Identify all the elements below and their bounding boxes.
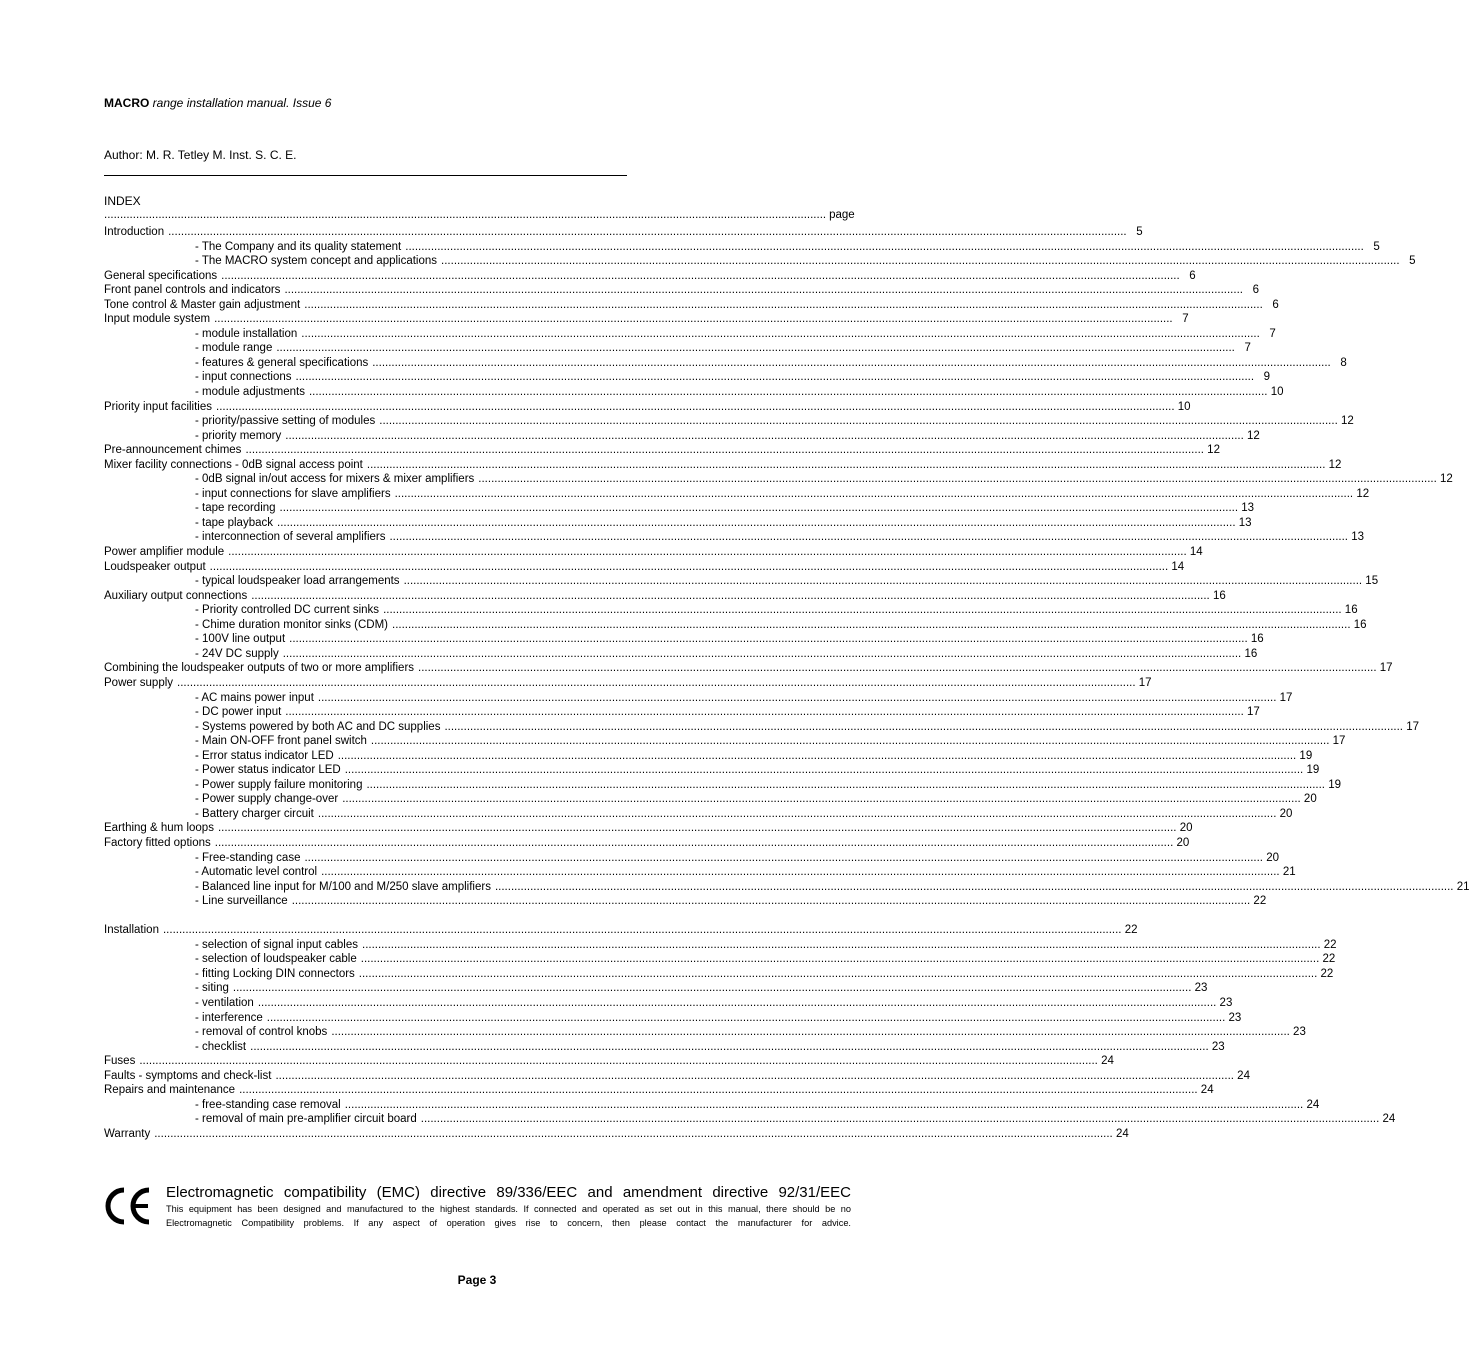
toc-entry-title: Priority input facilities xyxy=(104,400,213,413)
toc-entry xyxy=(104,996,1233,1011)
toc-entry-title: Input module system xyxy=(104,313,211,326)
toc-entry-title: - features & general specifications xyxy=(195,356,369,369)
leader-dots: ............................................................................................................................................................................................................................................................................................................ xyxy=(228,546,1187,559)
toc-entry xyxy=(104,1040,1225,1055)
toc-entry xyxy=(104,1112,1396,1127)
toc-entry-page: 5 xyxy=(1409,255,1416,268)
toc-entry xyxy=(104,1069,1250,1084)
leader-dots: ............................................................................................................................................................................................................................................................................................................ xyxy=(217,822,1177,835)
toc-entry xyxy=(104,312,1189,327)
leader-dots: ............................................................................................................................................................................................................................................................................................................ xyxy=(301,327,1260,340)
index-title: INDEX xyxy=(104,194,141,208)
toc-entry-title: - DC power input xyxy=(195,706,282,719)
toc-entry-page: 20 xyxy=(1279,807,1293,820)
leader-dots: ............................................................................................................................................................................................................................................................................................................ xyxy=(362,938,1321,951)
toc-entry xyxy=(104,589,1226,604)
brand-name: MACRO xyxy=(104,96,150,110)
toc-entry-title: Auxiliary output connections xyxy=(104,589,248,602)
toc-entry-page: 7 xyxy=(1269,327,1276,340)
toc-entry-page: 12 xyxy=(1328,458,1342,471)
leader-dots: ............................................................................................................................................................................................................................................................................................................ xyxy=(392,618,1351,631)
toc-entry-title: - interference xyxy=(195,1011,263,1024)
leader-dots: ............................................................................................................................................................................................................................................................................................................ xyxy=(403,575,1363,588)
toc-entry xyxy=(104,225,1143,240)
leader-dots: ............................................................................................................................................................................................................................................................................................................ xyxy=(366,458,1326,471)
toc-entry-page: 12 xyxy=(1356,487,1370,500)
toc-entry-page: 19 xyxy=(1306,764,1320,777)
toc-entry xyxy=(104,356,1347,371)
toc-entry-page: 17 xyxy=(1247,706,1260,719)
toc-entry xyxy=(104,385,1284,400)
leader-dots: ............................................................................................................................................................................................................................................................................................................ xyxy=(285,706,1244,719)
toc-entry-title: Combining the loudspeaker outputs of two or more amplifiers xyxy=(104,662,415,675)
emc-notice xyxy=(166,1183,851,1230)
toc-entry xyxy=(104,254,1416,269)
toc-entry xyxy=(104,472,1453,487)
toc-entry-page: 24 xyxy=(1306,1098,1320,1111)
leader-dots: ............................................................................................................................................................................................................................................................................................................ xyxy=(308,386,1268,399)
toc-entry-page: 22 xyxy=(1253,895,1267,908)
leader-dots: ............................................................................................................................................................................................................................................................................................................ xyxy=(344,1098,1304,1111)
toc-entry-page: 16 xyxy=(1353,618,1367,631)
toc-entry-title: - input connections xyxy=(195,371,292,384)
toc-entry xyxy=(104,429,1260,444)
header-text: range installation manual. Issue 6 xyxy=(149,96,332,110)
toc-entry-title: - The MACRO system concept and applications xyxy=(195,255,438,268)
toc-entry-page: 6 xyxy=(1189,269,1196,282)
emc-text-line: This equipment has been designed and manufactured to the highest standards. If connected and operated as set out in this manual, there should be no xyxy=(166,1204,851,1214)
toc-entry-title: Factory fitted options xyxy=(104,836,211,849)
toc-entry xyxy=(104,560,1185,575)
toc-entry xyxy=(104,880,1470,895)
toc-entry-page: 16 xyxy=(1212,589,1226,602)
leader-dots: ............................................................................................................................................................................................................................................................................................................ xyxy=(216,400,1175,413)
document-header xyxy=(104,96,331,110)
leader-dots: ............................................................................................................................................................................................................................................................................................................ xyxy=(214,313,1173,326)
toc-entry-page: 12 xyxy=(1340,415,1354,428)
toc-entry xyxy=(104,240,1380,255)
toc-entry-title: Repairs and maintenance xyxy=(104,1084,236,1097)
toc-entry-page: 20 xyxy=(1179,822,1193,835)
toc-entry-page: 5 xyxy=(1136,226,1143,238)
toc-entry xyxy=(104,661,1393,676)
toc-entry-title: - Power status indicator LED xyxy=(195,764,341,777)
toc-entry xyxy=(104,370,1271,385)
toc-entry xyxy=(104,603,1358,618)
leader-dots: ............................................................................................................................................................................................................................................................................................................ xyxy=(366,778,1325,791)
toc-entry xyxy=(104,530,1365,545)
toc-entry-page: 17 xyxy=(1406,720,1419,733)
toc-entry-page: 24 xyxy=(1200,1084,1214,1097)
toc-entry-title: Mixer facility connections - 0dB signal access point xyxy=(104,458,363,471)
toc-entry-title: Pre-announcement chimes xyxy=(104,444,242,457)
toc-entry-page: 17 xyxy=(1138,676,1152,689)
toc-entry-title: Loudspeaker output xyxy=(104,560,206,573)
toc-entry-title: - input connections for slave amplifiers xyxy=(195,487,391,500)
toc-entry-page: 8 xyxy=(1340,356,1347,369)
leader-dots: ............................................................................................................................................................................................................................................................................................................ xyxy=(441,255,1400,268)
leader-dots: ............................................................................................................................................................................................................................................................................................................ xyxy=(317,691,1277,704)
toc-entry-title: - 0dB signal in/out access for mixers & mixer amplifiers xyxy=(195,473,475,486)
toc-entry xyxy=(104,298,1279,313)
leader-dots: ............................................................................................................................................................................................................................................................................................................ xyxy=(321,866,1280,879)
leader-dots: ............................................................................................................................................................................................................................................................................................................ xyxy=(418,662,1377,675)
toc-entry xyxy=(104,443,1220,458)
toc-entry-page: 12 xyxy=(1440,473,1453,486)
leader-dots: ............................................................................................................................................................................................................................................................................................................ xyxy=(214,836,1174,849)
toc-entry-title: - Line surveillance xyxy=(195,895,288,908)
toc-entry-page: 12 xyxy=(1207,444,1220,457)
leader-dots: ............................................................................................................................................................................................................................................................................................................ xyxy=(337,749,1297,762)
leader-dots: ............................................................................................................................................................................................................................................................................................................ xyxy=(277,516,1236,529)
toc-entry xyxy=(104,952,1336,967)
toc-entry-page: 5 xyxy=(1373,240,1380,253)
toc-entry-title: - free-standing case removal xyxy=(195,1098,341,1111)
toc-entry xyxy=(104,458,1342,473)
toc-entry-title: - module range xyxy=(195,342,273,355)
toc-entry xyxy=(104,763,1320,778)
emc-title: Electromagnetic compatibility (EMC) directive 89/336/EEC and amendment directive 92/31/EEC xyxy=(166,1184,851,1201)
toc-entry-title: Faults - symptoms and check-list xyxy=(104,1069,272,1082)
toc-entry-title: - module installation xyxy=(195,327,298,340)
leader-dots: ............................................................................................................................................................................................................................................................................................................ xyxy=(139,1055,1098,1068)
toc-entry xyxy=(104,981,1208,996)
leader-dots: ............................................................................................................................................................................................................................................................................................................ xyxy=(284,284,1243,297)
toc-entry xyxy=(104,516,1252,531)
toc-entry xyxy=(104,734,1346,749)
toc-entry-title: - tape recording xyxy=(195,502,276,515)
leader-dots: ............................................................................................................................................................................................................................................................................................................ xyxy=(372,356,1331,369)
leader-dots: ............................................................................................................................................................................................................................................................................................................ xyxy=(266,1011,1226,1024)
toc-entry xyxy=(104,923,1138,938)
toc-entry-page: 14 xyxy=(1171,560,1185,573)
leader-dots: ............................................................................................................................................................................................................................................................................................................ xyxy=(317,807,1277,820)
toc-entry xyxy=(104,647,1258,662)
toc-entry xyxy=(104,400,1191,415)
toc-entry-page: 22 xyxy=(1124,924,1138,937)
toc-entry-page: 21 xyxy=(1456,880,1470,893)
toc-entry-title: - priority/passive setting of modules xyxy=(195,415,376,428)
toc-entry-title: - Free-standing case xyxy=(195,851,301,864)
toc-entry-title: - Automatic level control xyxy=(195,866,318,879)
toc-entry-page: 6 xyxy=(1252,284,1259,297)
toc-entry xyxy=(104,1098,1320,1113)
toc-entry xyxy=(104,269,1196,284)
toc-entry-title: Front panel controls and indicators xyxy=(104,284,281,297)
toc-entry xyxy=(104,1083,1214,1098)
toc-entry xyxy=(104,865,1296,880)
leader-dots: ............................................................................................................................................................................................................................................................................................................ xyxy=(291,895,1251,908)
toc-entry-page: 23 xyxy=(1228,1011,1242,1024)
page-column-header xyxy=(104,209,855,221)
toc-entry-title: - Power supply change-over xyxy=(195,793,339,806)
toc-entry-title: Introduction xyxy=(104,226,165,238)
toc-entry xyxy=(104,487,1370,502)
leader-dots: ............................................................................................................................................................................................................................................................................................................ xyxy=(276,342,1235,355)
toc-entry xyxy=(104,283,1259,298)
toc-entry-title: - ventilation xyxy=(195,996,254,1009)
page-number: Page 3 xyxy=(457,1273,497,1287)
toc-entry-page: 24 xyxy=(1237,1069,1250,1082)
toc-entry-title: Fuses xyxy=(104,1055,136,1068)
toc-entry-page: 21 xyxy=(1282,866,1296,879)
toc-entry-page: 20 xyxy=(1266,851,1279,864)
toc-entry xyxy=(104,501,1255,516)
leader-dots: ............................................................................................................................................................................................................................................................................................................ xyxy=(331,1026,1290,1039)
toc-entry xyxy=(104,720,1419,735)
toc-entry-page: 10 xyxy=(1270,386,1284,399)
toc-entry-page: 7 xyxy=(1244,342,1251,355)
toc-entry xyxy=(104,821,1193,836)
toc-entry xyxy=(104,341,1251,356)
leader-dots: ............................................................................................................................................................................................................................................................................................................ xyxy=(232,982,1192,995)
toc-entry-page: 16 xyxy=(1250,633,1264,646)
leader-dots: ............................................................................................................................................................................................................................................................................................................ xyxy=(478,473,1437,486)
toc-entry xyxy=(104,705,1260,720)
leader-dots: ............................................................................................................................................................................................................................................................................................................ xyxy=(275,1069,1234,1082)
toc-entry-page: 17 xyxy=(1379,662,1393,675)
leader-dots: ............................................................................................................................................................................................................................................................................................................ xyxy=(379,415,1338,428)
leader-dots: ............................................................................................................................................................................................................................................................................................................ xyxy=(257,996,1217,1009)
leader-dots: ............................................................................................................................................................................................................................................................................................................ xyxy=(245,444,1204,457)
leader-dots: ............................................................................................................................................................................................................................................................................................................ xyxy=(295,371,1255,384)
leader-dots: ............................................................................................................................................................................................................................................................................................................ xyxy=(289,633,1248,646)
leader-dots: ............................................................................................................................................................................................................................................................................................................ xyxy=(383,604,1342,617)
toc-entry-page: 15 xyxy=(1365,575,1379,588)
leader-dots: ............................................................................................................................................................................................................................................................................................................ xyxy=(394,487,1354,500)
toc-entry xyxy=(104,938,1337,953)
leader-dots: ............................................................................................................................................................................................................................................................................................................ xyxy=(360,953,1320,966)
leader-dots: ............................................................................................................................................................................................................................................................................................................ xyxy=(494,880,1454,893)
toc-entry xyxy=(104,749,1313,764)
toc-entry xyxy=(104,676,1152,691)
toc-entry xyxy=(104,967,1334,982)
toc-entry-title: - typical loudspeaker load arrangements xyxy=(195,575,400,588)
toc-entry-title: - selection of signal input cables xyxy=(195,938,359,951)
toc-entry-title: - tape playback xyxy=(195,516,273,529)
toc-entry-title: - Balanced line input for M/100 and M/250 slave amplifiers xyxy=(195,880,491,893)
toc-entry-title: Tone control & Master gain adjustment xyxy=(104,298,301,311)
toc-entry-page: 22 xyxy=(1320,967,1334,980)
toc-entry-title: - Systems powered by both AC and DC supplies xyxy=(195,720,441,733)
toc-entry-page: 20 xyxy=(1303,793,1317,806)
toc-entry xyxy=(104,807,1293,822)
toc-entry xyxy=(104,894,1267,909)
leader-dots: ............................................................................................................................................................................................................................................................................................................ xyxy=(342,793,1301,806)
toc-entry-title: - 24V DC supply xyxy=(195,647,279,660)
toc-entry-title: Power amplifier module xyxy=(104,546,225,559)
toc-entry xyxy=(104,618,1367,633)
toc-entry-page: 9 xyxy=(1263,371,1271,384)
toc-entry-page: 13 xyxy=(1241,502,1255,515)
leader-dots: ............................................................................................................................................................................................................................................................................................................ xyxy=(444,720,1403,733)
leader-dots: ............................................................................................................................................................................................................................................................................................................ xyxy=(250,1040,1209,1053)
toc-entry-page: 23 xyxy=(1219,996,1233,1009)
toc-entry-page: 22 xyxy=(1322,953,1336,966)
toc-entry xyxy=(104,778,1341,793)
leader-dots: ............................................................................................................................................................................................................................................................................................................ xyxy=(282,647,1242,660)
toc-entry xyxy=(104,1025,1306,1040)
leader-dots: ............................................................................................................................................................................................................................................................................................................ xyxy=(285,429,1244,442)
table-of-contents xyxy=(104,225,1470,1141)
toc-entry-page: 13 xyxy=(1351,531,1365,544)
toc-entry-page: 24 xyxy=(1101,1055,1114,1068)
toc-entry-page: 17 xyxy=(1279,691,1293,704)
toc-entry-title: Installation xyxy=(104,924,159,937)
leader-dots: ............................................................................................................................................................................................................................................................................................................ xyxy=(370,735,1330,748)
leader-dots: ............................................................................................................................................................................................................................................................................................................ xyxy=(251,589,1210,602)
toc-entry-page: 19 xyxy=(1299,749,1313,762)
leader-dots: ............................................................................................................................................................................................................................................................................................................ xyxy=(168,226,1127,238)
leader-dots: ............................................................................................................................................................................................................................................................................................................ xyxy=(154,1127,1113,1140)
toc-entry-page: 16 xyxy=(1244,647,1258,660)
leader-dots: ............................................................................................................................................................................................................................................................................................................ xyxy=(420,1113,1380,1126)
ce-mark-icon xyxy=(104,1186,154,1226)
author-line: Author: M. R. Tetley M. Inst. S. C. E. xyxy=(104,148,297,162)
toc-entry-title: - Battery charger circuit xyxy=(195,807,314,820)
toc-entry-title: - fitting Locking DIN connectors xyxy=(195,967,355,980)
toc-entry-page: 24 xyxy=(1115,1127,1129,1140)
toc-entry-title: - removal of control knobs xyxy=(195,1026,328,1039)
toc-entry-page: 14 xyxy=(1189,546,1203,559)
emc-text-line: Electromagnetic Compatibility problems. If any aspect of operation gives rise to concern, then please contact the manufacturer for advice. xyxy=(166,1218,851,1228)
toc-entry-title: - The Company and its quality statement xyxy=(195,240,402,253)
toc-entry-page: 13 xyxy=(1238,516,1252,529)
leader-dots: ............................................................................................................................................................................................................................................................................................................ xyxy=(279,502,1239,515)
toc-entry-title: - 100V line output xyxy=(195,633,286,646)
leader-dots: ............................................................................................................................................................................................................................................................................................................ xyxy=(209,560,1169,573)
toc-entry xyxy=(104,851,1279,866)
toc-entry xyxy=(104,632,1264,647)
toc-entry xyxy=(104,836,1190,851)
separator-rule xyxy=(104,175,627,176)
toc-entry-title: - selection of loudspeaker cable xyxy=(195,953,357,966)
toc-entry-title: - interconnection of several amplifiers xyxy=(195,531,386,544)
toc-entry-page: 19 xyxy=(1328,778,1341,791)
toc-entry-title: - Main ON-OFF front panel switch xyxy=(195,735,367,748)
toc-entry-title: - Chime duration monitor sinks (CDM) xyxy=(195,618,388,631)
toc-entry-page: 17 xyxy=(1332,735,1346,748)
toc-entry-title: Power supply xyxy=(104,676,174,689)
leader-dots: ............................................................................................................................................................................................................................................................................................................ xyxy=(177,676,1136,689)
toc-entry-title: - checklist xyxy=(195,1040,247,1053)
toc-entry xyxy=(104,1127,1129,1142)
toc-entry-title: - priority memory xyxy=(195,429,282,442)
toc-entry-title: - siting xyxy=(195,982,229,995)
toc-entry-page: 10 xyxy=(1177,400,1191,413)
page-column-label: page xyxy=(829,209,855,221)
toc-entry xyxy=(104,691,1293,706)
leader-dots: ............................................................................................................................................................................................................................................................................................................ xyxy=(358,967,1318,980)
toc-entry-page: 23 xyxy=(1211,1040,1225,1053)
toc-entry-page: 22 xyxy=(1323,938,1337,951)
toc-entry-title: - removal of main pre-amplifier circuit board xyxy=(195,1113,417,1126)
leader-dots: ............................................................................................................................................................................................................................................................................................................ xyxy=(405,240,1364,253)
leader-dots: ............................................................................................................................................................................................................................................................................................................ xyxy=(304,851,1263,864)
toc-entry xyxy=(104,574,1379,589)
toc-entry-title: - Priority controlled DC current sinks xyxy=(195,604,380,617)
toc-entry-title: - AC mains power input xyxy=(195,691,314,704)
leader-dots: .................................................................................................................................................................................................................................. xyxy=(104,209,827,221)
toc-entry-page: 23 xyxy=(1194,982,1208,995)
leader-dots: ............................................................................................................................................................................................................................................................................................................ xyxy=(304,298,1263,311)
leader-dots: ............................................................................................................................................................................................................................................................................................................ xyxy=(221,269,1180,282)
toc-entry-page: 20 xyxy=(1176,836,1190,849)
toc-entry-page: 24 xyxy=(1382,1113,1396,1126)
toc-entry-title: - module adjustments xyxy=(195,386,305,399)
toc-entry-page: 7 xyxy=(1182,313,1189,326)
toc-entry-title: - Error status indicator LED xyxy=(195,749,334,762)
toc-entry-title: Warranty xyxy=(104,1127,151,1140)
toc-entry-page: 23 xyxy=(1293,1026,1306,1039)
toc-entry-page: 16 xyxy=(1344,604,1358,617)
toc-entry xyxy=(104,414,1354,429)
toc-entry xyxy=(104,792,1317,807)
leader-dots: ............................................................................................................................................................................................................................................................................................................ xyxy=(239,1084,1198,1097)
toc-entry-title: - Power supply failure monitoring xyxy=(195,778,363,791)
leader-dots: ............................................................................................................................................................................................................................................................................................................ xyxy=(389,531,1349,544)
leader-dots: ............................................................................................................................................................................................................................................................................................................ xyxy=(162,924,1122,937)
toc-entry-page: 12 xyxy=(1247,429,1260,442)
toc-entry-page: 6 xyxy=(1272,298,1279,311)
leader-dots: ............................................................................................................................................................................................................................................................................................................ xyxy=(344,764,1304,777)
toc-entry xyxy=(104,327,1276,342)
toc-entry xyxy=(104,1011,1242,1026)
toc-entry xyxy=(104,1054,1114,1069)
toc-entry-title: General specifications xyxy=(104,269,218,282)
toc-entry-title: Earthing & hum loops xyxy=(104,822,214,835)
toc-entry xyxy=(104,545,1203,560)
